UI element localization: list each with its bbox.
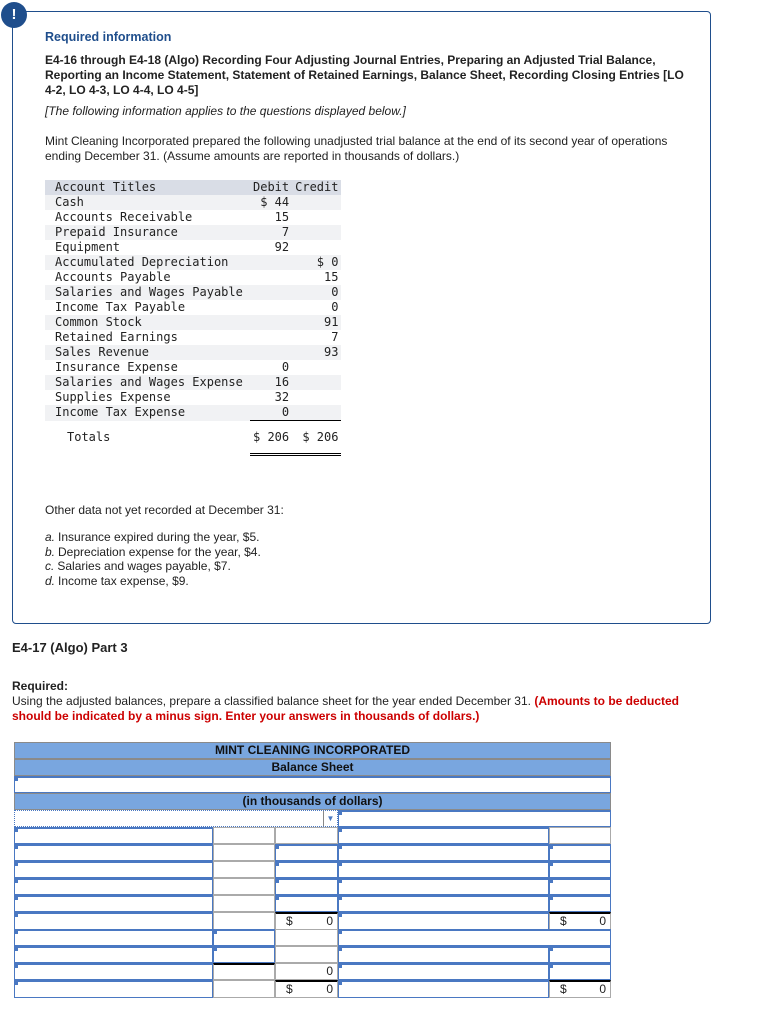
account-title: Retained Earnings: [55, 330, 178, 344]
chevron-down-icon: ▼: [323, 811, 337, 826]
credit-amount: [292, 375, 341, 390]
sub-amount-cell: [213, 963, 275, 980]
account-title: Totals: [67, 430, 111, 444]
balance-sheet-row: [14, 980, 611, 997]
credit-amount: Credit: [295, 180, 339, 194]
right-amount-input[interactable]: [549, 895, 611, 912]
debit-amount: 92: [274, 240, 290, 254]
item-letter: b.: [45, 544, 56, 559]
total-value: 0: [326, 914, 333, 928]
credit-amount: [292, 210, 341, 225]
debit-amount: [250, 255, 292, 270]
account-title: Accounts Payable: [55, 270, 171, 284]
trial-balance-row: [45, 390, 341, 405]
debit-amount: [250, 315, 292, 330]
sub-amount-cell: [213, 980, 275, 998]
right-account-label-input[interactable]: [338, 895, 549, 912]
account-title: Accumulated Depreciation: [55, 255, 229, 269]
debit-amount: Debit: [253, 180, 290, 194]
account-label-input[interactable]: [14, 878, 213, 895]
other-data-item: [45, 574, 261, 589]
balance-sheet-form: [14, 742, 611, 997]
account-label-input[interactable]: [14, 912, 213, 930]
right-amount-cell: [549, 827, 611, 844]
other-data-list: [45, 530, 261, 588]
right-amount-input[interactable]: [549, 844, 611, 861]
sub-amount-input[interactable]: [213, 929, 275, 946]
credit-amount: [292, 360, 341, 375]
credit-amount: [292, 240, 341, 255]
trial-balance-row: [45, 255, 341, 270]
credit-amount: [292, 225, 341, 240]
account-label-input[interactable]: [14, 980, 213, 998]
part-title: E4-17 (Algo) Part 3: [12, 640, 128, 655]
sub-amount-cell: [213, 912, 275, 930]
problem-title: E4-16 through E4-18 (Algo) Recording Four Adjusting Journal Entries, Preparing an Adjusted Trial Balance, Reporting an Income Statement, Statement of Retained Earnings, Balance Sheet, Recording Closing Entries [LO 4-2, LO 4-3, LO 4-4, LO 4-5]: [45, 53, 684, 97]
balance-sheet-row: [14, 844, 611, 861]
total-value: 0: [599, 982, 606, 996]
account-title: Income Tax Payable: [55, 300, 186, 314]
amount-cell: [275, 929, 338, 946]
section-input-right[interactable]: [338, 810, 611, 827]
section-dropdown[interactable]: [14, 810, 338, 827]
balance-sheet-row: [14, 861, 611, 878]
account-label-input[interactable]: [14, 895, 213, 912]
amount-input[interactable]: [275, 878, 338, 895]
trial-balance-row: [45, 405, 341, 421]
credit-amount: [292, 390, 341, 405]
trial-balance-row: [45, 421, 341, 455]
trial-balance-table: [45, 180, 341, 456]
trial-balance-row: [45, 330, 341, 345]
right-account-label-input[interactable]: [338, 963, 549, 980]
amount-total: [275, 980, 338, 998]
right-amount-input[interactable]: [549, 946, 611, 963]
item-text: Depreciation expense for the year, $4.: [58, 544, 261, 559]
date-input[interactable]: [14, 776, 611, 793]
account-title: Salaries and Wages Payable: [55, 285, 243, 299]
trial-balance-row: [45, 300, 341, 315]
trial-balance-row: [45, 210, 341, 225]
right-account-label-input[interactable]: [338, 878, 549, 895]
amount-input[interactable]: [275, 844, 338, 861]
balance-sheet-row: [14, 895, 611, 912]
account-label-input[interactable]: [14, 861, 213, 878]
credit-amount: 0: [331, 300, 339, 314]
amount-cell: [275, 827, 338, 844]
credit-amount: 0: [331, 285, 339, 299]
right-amount-total: [549, 980, 611, 998]
item-text: Insurance expired during the year, $5.: [58, 530, 260, 544]
debit-amount: 0: [281, 360, 290, 374]
right-amount-input[interactable]: [549, 878, 611, 895]
trial-balance-row: [45, 195, 341, 210]
debit-amount: [250, 300, 292, 315]
credit-amount: $ 0: [316, 255, 339, 269]
item-letter: a.: [45, 530, 56, 544]
sub-amount-cell: [213, 844, 275, 861]
account-label-input[interactable]: [14, 827, 213, 844]
debit-amount: 7: [281, 225, 290, 239]
debit-amount: 15: [274, 210, 290, 224]
account-label-input[interactable]: [14, 844, 213, 861]
balance-sheet-row: [14, 963, 611, 980]
account-title: Accounts Receivable: [55, 210, 193, 224]
sub-amount-input[interactable]: [213, 946, 275, 963]
applies-note: [The following information applies to the questions displayed below.]: [45, 104, 406, 118]
debit-amount: [250, 330, 292, 345]
account-title: Salaries and Wages Expense: [55, 375, 243, 389]
debit-amount: [250, 270, 292, 285]
credit-amount: 7: [331, 330, 339, 344]
other-data-item: [45, 530, 261, 545]
amount-cell: [275, 946, 338, 963]
right-account-label-input[interactable]: [338, 980, 549, 998]
balance-sheet-row: [14, 878, 611, 895]
dollar-sign: $: [560, 914, 567, 928]
dollar-sign: $: [286, 914, 293, 928]
right-amount-total: [549, 912, 611, 930]
amount-input[interactable]: [275, 861, 338, 878]
credit-amount: [292, 195, 341, 210]
required-instructions: [12, 679, 712, 724]
units-label: (in thousands of dollars): [14, 793, 611, 810]
right-amount-input[interactable]: [549, 861, 611, 878]
trial-balance-row: [45, 315, 341, 330]
debit-amount: [250, 345, 292, 360]
alert-icon: !: [1, 2, 27, 28]
sub-amount-cell: [213, 878, 275, 895]
account-label-input[interactable]: [14, 946, 213, 963]
total-value: 0: [326, 982, 333, 996]
trial-balance-row: [45, 225, 341, 240]
required-text: Using the adjusted balances, prepare a classified balance sheet for the year ended December 31.: [12, 694, 531, 708]
balance-sheet-row: [14, 912, 611, 929]
right-account-label-input[interactable]: [338, 861, 549, 878]
debit-amount: 32: [274, 390, 290, 404]
right-amount-input[interactable]: [549, 963, 611, 980]
other-data-item: [45, 545, 261, 560]
account-title: Common Stock: [55, 315, 142, 329]
account-title: Account Titles: [55, 180, 157, 194]
account-title: Sales Revenue: [55, 345, 149, 359]
debit-amount: 16: [274, 375, 290, 389]
trial-balance-row: [45, 240, 341, 255]
item-text: Income tax expense, $9.: [58, 573, 189, 588]
trial-balance-row: [45, 360, 341, 375]
intro-text: Mint Cleaning Incorporated prepared the following unadjusted trial balance at the end of its second year of operations ending December 31. (Assume amounts are reported in thousands of dollars.): [45, 134, 668, 163]
credit-amount: $ 206: [292, 421, 341, 455]
account-title: Insurance Expense: [55, 360, 178, 374]
account-title: Supplies Expense: [55, 390, 171, 404]
trial-balance-row: [45, 285, 341, 300]
credit-amount: [292, 405, 341, 421]
amount-total: [275, 963, 338, 980]
total-value: 0: [599, 914, 606, 928]
debit-amount: [250, 285, 292, 300]
statement-name: Balance Sheet: [14, 759, 611, 776]
right-account-label-input[interactable]: [338, 946, 549, 963]
account-label-input[interactable]: [14, 929, 213, 946]
dollar-sign: $: [286, 982, 293, 996]
right-account-label-input[interactable]: [338, 844, 549, 861]
debit-amount: $ 206: [250, 421, 292, 455]
trial-balance-row: [45, 375, 341, 390]
right-account-label-input[interactable]: [338, 929, 611, 946]
trial-balance-row: [45, 180, 341, 195]
account-title: Income Tax Expense: [55, 405, 186, 420]
account-title: Equipment: [55, 240, 121, 254]
trial-balance-row: [45, 270, 341, 285]
required-info-heading: Required information: [45, 30, 172, 44]
amount-total: [275, 912, 338, 930]
other-data-item: [45, 559, 261, 574]
company-name: MINT CLEANING INCORPORATED: [14, 742, 611, 759]
dollar-sign: $: [560, 982, 567, 996]
account-label-input[interactable]: [14, 963, 213, 980]
credit-amount: 15: [324, 270, 339, 284]
debit-amount: 0: [281, 405, 290, 419]
item-letter: c.: [45, 559, 55, 573]
right-account-label-input[interactable]: [338, 912, 549, 930]
trial-balance-row: [45, 345, 341, 360]
balance-sheet-row: [14, 929, 611, 946]
item-letter: d.: [45, 573, 56, 588]
required-red-note: (Amounts to be deducted should be indicated by a minus sign. Enter your answers in thousands of dollars.): [12, 694, 680, 723]
amount-input[interactable]: [275, 895, 338, 912]
total-value: 0: [326, 964, 333, 978]
right-account-label-input[interactable]: [338, 827, 549, 844]
other-data-heading: Other data not yet recorded at December 31:: [45, 503, 284, 517]
item-text: Salaries and wages payable, $7.: [57, 559, 231, 573]
account-title: Cash: [55, 195, 84, 209]
sub-amount-cell: [213, 861, 275, 878]
credit-amount: 91: [324, 315, 339, 329]
balance-sheet-row: [14, 827, 611, 844]
balance-sheet-row: [14, 946, 611, 963]
account-title: Prepaid Insurance: [55, 225, 178, 239]
required-label: Required:: [12, 679, 69, 693]
debit-amount: $ 44: [260, 195, 290, 209]
sub-amount-cell: [213, 895, 275, 912]
sub-amount-cell: [213, 827, 275, 844]
credit-amount: 93: [324, 345, 339, 359]
